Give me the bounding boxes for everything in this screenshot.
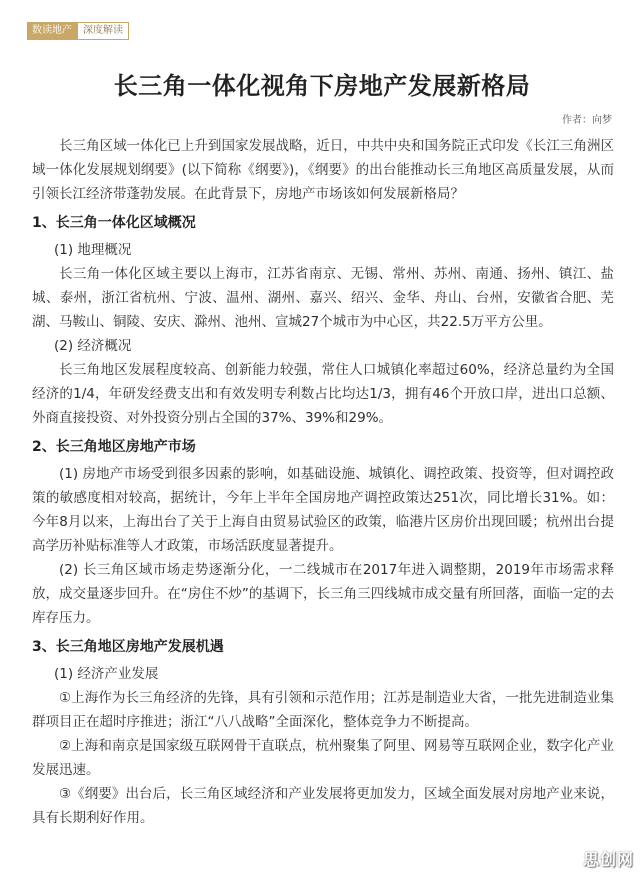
section-1-subheading-economy: (2) 经济概况 (54, 338, 132, 354)
article-body (32, 134, 614, 830)
section-1-subheading-geography: (1) 地理概况 (54, 242, 132, 258)
category-tag-primary[interactable]: 数读地产 (27, 22, 77, 40)
section-3-subheading-industry: (1) 经济产业发展 (54, 666, 159, 682)
article-author: 作者：向梦 (562, 115, 612, 126)
section-3-paragraph-2: ②上海和南京是国家级互联网骨干直联点，杭州聚集了阿里、网易等互联网企业，数字化产业发展迅速。 (32, 738, 614, 778)
site-watermark: 思创网 (582, 850, 634, 869)
section-2-heading: 2、长三角地区房地产市场 (32, 439, 196, 455)
article-title: 长三角一体化视角下房地产发展新格局 (113, 72, 531, 100)
section-3-paragraph-1: ①上海作为长三角经济的先锋，具有引领和示范作用；江苏是制造业大省，一批先进制造业集群项目正在超时序推进；浙江“八八战略”全面深化，整体竞争力不断提高。 (32, 690, 614, 730)
section-2-paragraph-2: (2) 长三角区域市场走势逐渐分化，一二线城市在2017年进入调整期，2019年市场需求释放，成交量逐步回升。在“房住不炒”的基调下，长三角三四线城市成交量有所回落，面临一定的去库存压力。 (32, 562, 614, 626)
section-1-economy-paragraph: 长三角地区发展程度较高、创新能力较强，常住人口城镇化率超过60%，经济总量约为全国经济的1/4，年研发经费支出和有效发明专利数占比均达1/3，拥有46个开放口岸，进出口总额、外商直接投资、对外投资分别占全国的37%、39%和29%。 (32, 362, 614, 426)
category-tags (27, 22, 129, 40)
intro-paragraph: 长三角区域一体化已上升到国家发展战略，近日，中共中央和国务院正式印发《长江三角洲区域一体化发展规划纲要》(以下简称《纲要》)，《纲要》的出台能推动长三角地区高质量发展，从而引领长江经济带蓬勃发展。在此背景下，房地产市场该如何发展新格局？ (32, 138, 614, 202)
section-1-geography-paragraph: 长三角一体化区域主要以上海市，江苏省南京、无锡、常州、苏州、南通、扬州、镇江、盐城、泰州，浙江省杭州、宁波、温州、湖州、嘉兴、绍兴、金华、舟山、台州，安徽省合肥、芜湖、马鞍山、铜陵、安庆、滁州、池州、宣城27个城市为中心区，共22.5万平方公里。 (32, 266, 614, 330)
section-1-heading: 1、长三角一体化区域概况 (32, 215, 196, 231)
section-3-paragraph-3: ③《纲要》出台后，长三角区域经济和产业发展将更加发力，区域全面发展对房地产业来说，具有长期利好作用。 (32, 786, 614, 826)
section-3-heading: 3、长三角地区房地产发展机遇 (32, 639, 224, 655)
section-2-paragraph-1: (1) 房地产市场受到很多因素的影响，如基础设施、城镇化、调控政策、投资等，但对调控政策的敏感度相对较高，据统计，今年上半年全国房地产调控政策达251次，同比增长31%。如：今年8月以来，上海出台了关于上海自由贸易试验区的政策，临港片区房价出现回暖；杭州出台提高学历补贴标准等人才政策，市场活跃度显著提升。 (32, 466, 614, 554)
category-tag-secondary[interactable]: 深度解读 (77, 22, 129, 40)
